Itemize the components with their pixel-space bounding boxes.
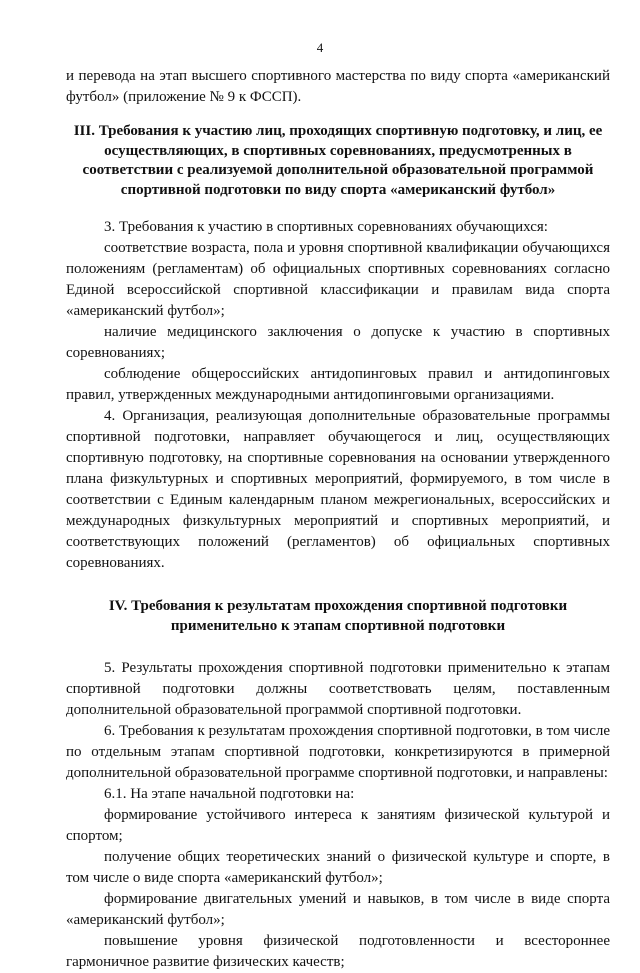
page-number: 4 xyxy=(316,40,324,55)
paragraph-3-item-b: наличие медицинского заключения о допуске к участию в спортивных соревнованиях; xyxy=(66,324,610,361)
paragraph-4: 4. Организация, реализующая дополнительные образовательные программы спортивной подготовки, направляет обучающегося и лиц, осуществляющих спортивную подготовку, на спортивные соревнования на основании утвержденного плана физкультурных и спортивных мероприятий, формируемого, в том числе в соответствии с Единым календарным планом межрегиональных, всероссийских и международных физкультурных мероприятий и спортивных мероприятий, и соответствующих положений (регламентов) об официальных спортивных соревнованиях. xyxy=(66,408,610,571)
document-body xyxy=(66,66,610,973)
section-4-heading: IV. Требования к результатам прохождения спортивной подготовки применительно к этапам спортивной подготовки xyxy=(108,598,568,634)
intro-paragraph: и перевода на этап высшего спортивного мастерства по виду спорта «американский футбол» (приложение № 9 к ФССП). xyxy=(66,68,610,105)
section-3-heading: III. Требования к участию лиц, проходящих спортивную подготовку, и лиц, ее осуществляющих, в спортивных соревнованиях, предусмотренных в соответствии с реализуемой дополнительной образовательной программой спортивной подготовки по виду спорта «американский футбол» xyxy=(73,123,603,198)
paragraph-3: 3. Требования к участию в спортивных соревнованиях обучающихся: xyxy=(104,219,548,235)
paragraph-5: 5. Результаты прохождения спортивной подготовки применительно к этапам спортивной подготовки должны соответствовать целям, поставленным дополнительной образовательной программой спортивной подготовки. xyxy=(66,660,610,718)
paragraph-3-item-c: соблюдение общероссийских антидопинговых правил и антидопинговых правил, утвержденных международными антидопинговыми организациями. xyxy=(66,366,610,403)
paragraph-6-1-item-d: повышение уровня физической подготовленности и всестороннее гармоничное развитие физических качеств; xyxy=(66,933,610,970)
paragraph-6: 6. Требования к результатам прохождения спортивной подготовки, в том числе по отдельным этапам спортивной подготовки, конкретизируются в примерной дополнительной образовательной программе спортивной подготовки, и направлены: xyxy=(66,723,610,781)
paragraph-3-item-a: соответствие возраста, пола и уровня спортивной квалификации обучающихся положениям (регламентам) об официальных спортивных соревнованиях согласно Единой всероссийской спортивной классификации и правилам вида спорта «американский футбол»; xyxy=(66,240,610,319)
paragraph-6-1: 6.1. На этапе начальной подготовки на: xyxy=(104,786,355,802)
paragraph-6-1-item-a: формирование устойчивого интереса к занятиям физической культурой и спортом; xyxy=(66,807,610,844)
paragraph-6-1-item-b: получение общих теоретических знаний о физической культуре и спорте, в том числе о виде спорта «американский футбол»; xyxy=(66,849,610,886)
paragraph-6-1-item-c: формирование двигательных умений и навыков, в том числе в виде спорта «американский футбол»; xyxy=(66,891,610,928)
